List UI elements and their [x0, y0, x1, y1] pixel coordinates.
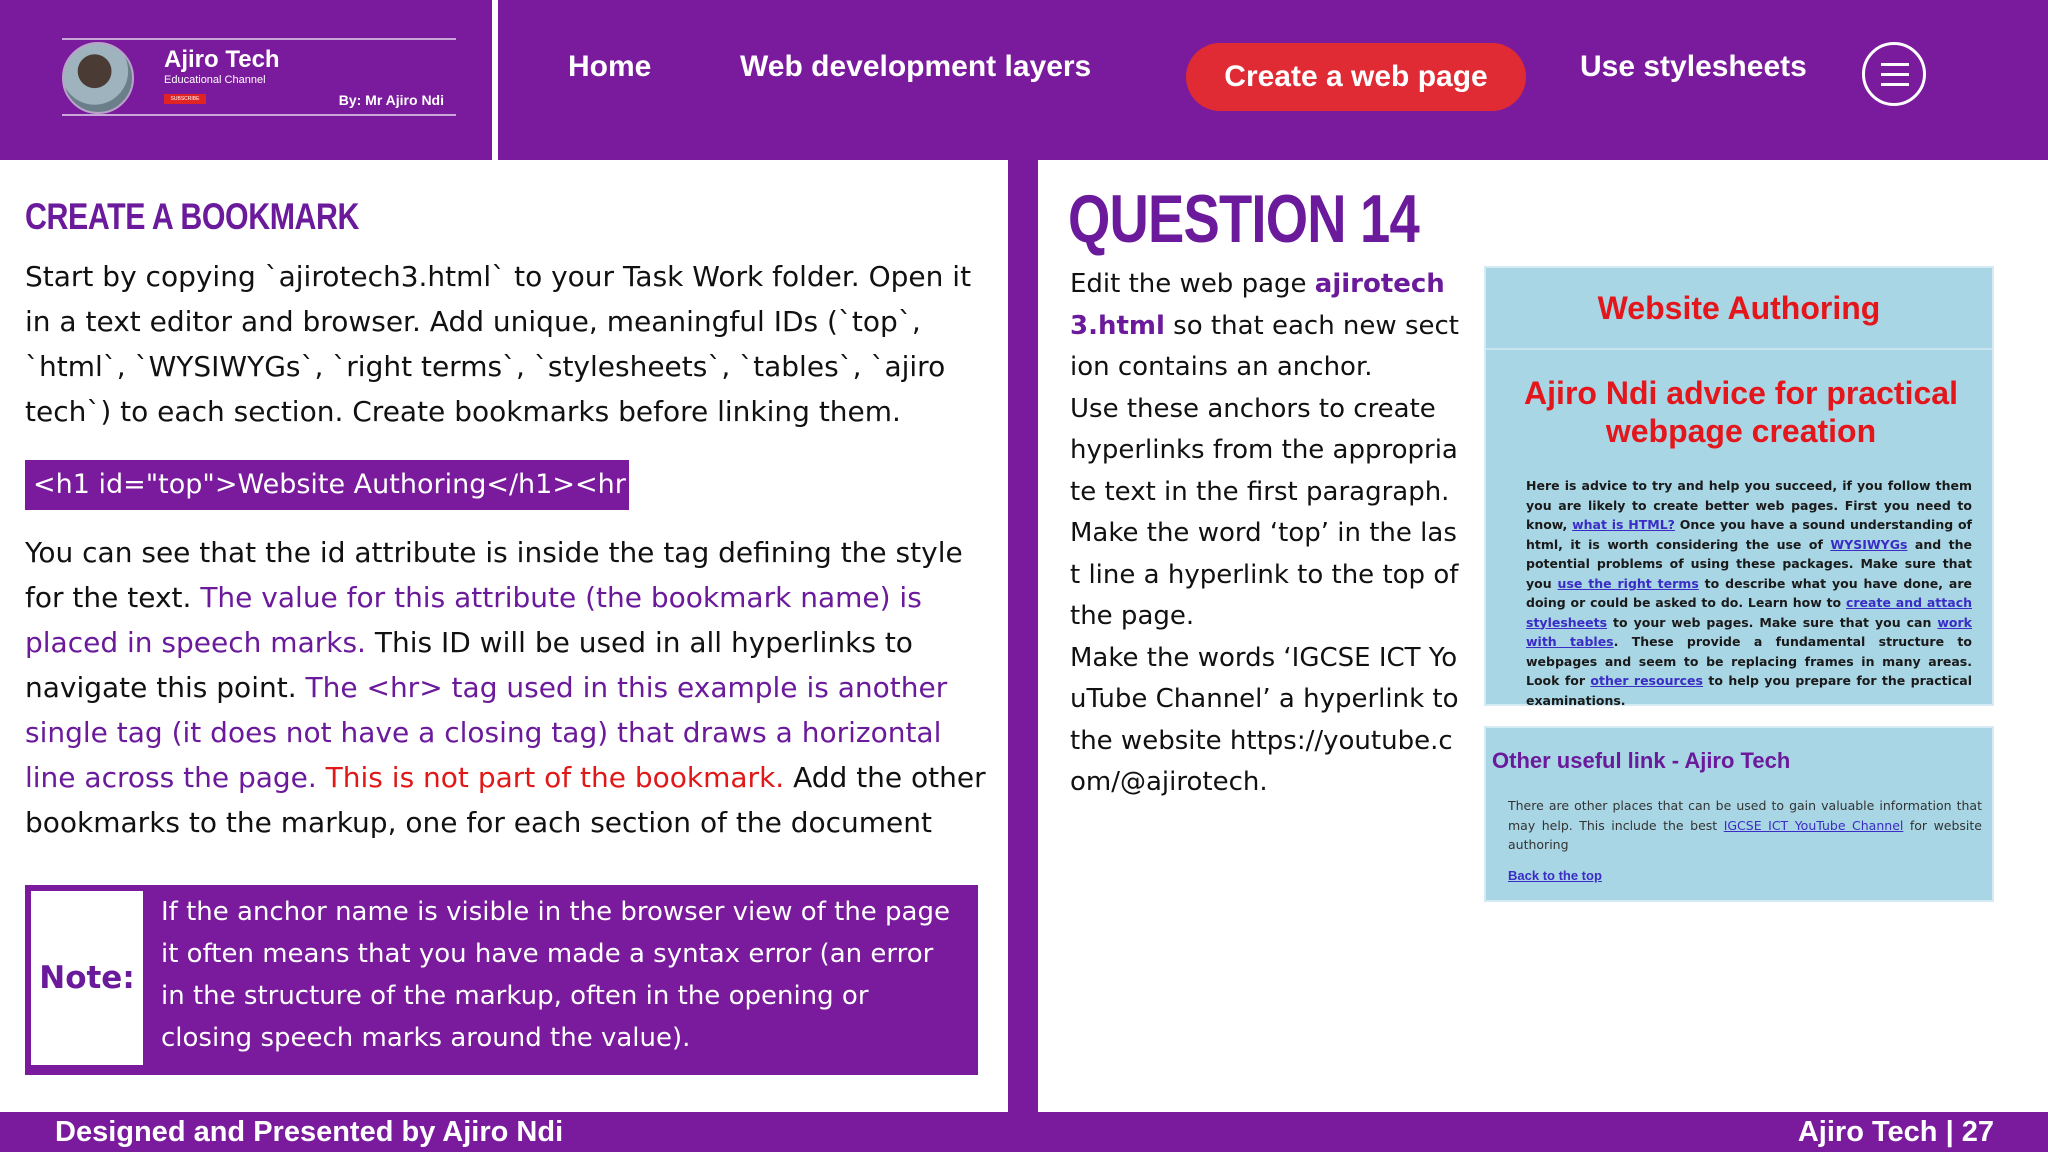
footer-page-number: Ajiro Tech | 27: [1797, 1116, 1994, 1148]
explanation-text-1: You can see that the id attribute is inside the tag defining the style for the text.: [25, 536, 963, 614]
explanation-paragraph: [25, 530, 995, 845]
footer-credit: Designed and Presented by Ajiro Ndi: [55, 1116, 564, 1148]
note-label: Note:: [31, 891, 143, 1065]
section-title: CREATE A BOOKMARK: [25, 196, 360, 237]
browser-preview-main: [1484, 266, 1994, 706]
brand-subtitle: Educational Channel: [164, 74, 266, 86]
preview-text: There are other places that can be used to gain valuable information that may help. This include the best: [1508, 798, 1982, 833]
header-divider: [492, 0, 498, 160]
preview-text: to help you prepare for the practical examinations.: [1526, 673, 1972, 708]
header: [0, 0, 2048, 160]
hamburger-menu-icon[interactable]: [1862, 42, 1926, 106]
preview-divider: [1486, 348, 1992, 350]
preview-heading: Ajiro Ndi advice for practical webpage creation: [1524, 375, 1958, 449]
subscribe-badge: SUBSCRIBE: [164, 94, 206, 104]
link-other-resources[interactable]: other resources: [1590, 673, 1703, 688]
nav-web-development-layers[interactable]: Web development layers: [740, 50, 1092, 83]
explanation-text-2: This ID will be used in all hyperlinks to navigate this point.: [25, 626, 913, 704]
explanation-highlight-2: The <hr> tag used in this example is another single tag (it does not have a closing tag) that draws a horizontal line across the page.: [25, 671, 948, 794]
link-tables[interactable]: work with tables: [1526, 614, 1972, 649]
preview-text: to describe what you have done, are doing or could be asked to do. Learn how to: [1526, 575, 1972, 610]
brand-author: By: Mr Ajiro Ndi: [338, 92, 444, 108]
note-text: If the anchor name is visible in the browser view of the page it often means that you have made a syntax error (an error in the structure of the markup, often in the opening or closing speech marks around the value).: [161, 897, 950, 1053]
question-line-4: Make the words ‘IGCSE ICT YouTube Channel’ a hyperlink to the website https://youtube.com/@ajirotech.: [1070, 642, 1459, 797]
preview-text: Once you have a sound understanding of html, it is worth considering the use of: [1526, 517, 1972, 552]
link-stylesheets[interactable]: create and attach stylesheets: [1526, 595, 1973, 630]
preview-links-title: Other useful link - Ajiro Tech: [1492, 748, 1791, 773]
logo-area: [0, 0, 492, 160]
right-panel: [1038, 160, 2048, 1112]
question-line-3: Use these anchors to create hyperlinks from the appropriate text in the first paragraph. Make the word ‘top’ in the last line a hyperlink to the top of the page.: [1070, 393, 1459, 631]
nav-create-web-page[interactable]: Create a web page: [1186, 43, 1526, 111]
preview-paragraph: [1526, 476, 1972, 710]
preview-text: . These provide a fundamental structure to webpages and seem to be replacing frames in many areas. Look for: [1526, 634, 1972, 688]
preview-title: Website Authoring: [1597, 290, 1881, 326]
nav-home[interactable]: Home: [568, 50, 652, 83]
preview-text: Here is advice to try and help you succeed, if you follow them you are likely to create better web pages. First you need to know,: [1526, 478, 1972, 532]
link-youtube-channel[interactable]: IGCSE ICT YouTube Channel: [1723, 817, 1904, 833]
explanation-warning: This is not part of the bookmark.: [325, 761, 785, 794]
preview-text: for website authoring: [1508, 817, 1982, 852]
preview-links-paragraph: [1508, 796, 1982, 855]
question-line-2: so that each new section contains an anchor.: [1070, 310, 1459, 382]
preview-text: to your web pages. Make sure that you can: [1607, 614, 1938, 630]
link-what-is-html[interactable]: what is HTML?: [1572, 517, 1675, 532]
explanation-highlight-1: The value for this attribute (the bookmark name) is placed in speech marks.: [25, 581, 922, 659]
link-wysiwygs[interactable]: WYSIWYGs: [1830, 536, 1908, 552]
preview-text: and the potential problems of using these packages. Make sure that you: [1526, 536, 1972, 591]
question-filename: ajirotech3.html: [1070, 269, 1445, 341]
question-title: QUESTION 14: [1068, 181, 1419, 257]
note-box: [25, 885, 978, 1075]
brand-name: Ajiro Tech: [164, 46, 280, 73]
code-example: <h1 id="top">Website Authoring</h1><hr: [25, 460, 629, 510]
question-line-1: Edit the web page: [1070, 269, 1315, 299]
question-text: [1070, 264, 1460, 804]
link-back-to-top[interactable]: Back to the top: [1508, 868, 1602, 883]
left-panel: [0, 160, 1008, 1112]
browser-preview-links: [1484, 726, 1994, 902]
nav-use-stylesheets[interactable]: Use stylesheets: [1580, 50, 1807, 83]
logo-card[interactable]: [62, 38, 456, 116]
intro-paragraph: Start by copying `ajirotech3.html` to your Task Work folder. Open it in a text editor and browser. Add unique, meaningful IDs (`top`, `html`, `WYSIWYGs`, `right terms`, `stylesheets`, `tables`, `ajiro tech`) to each section. Create bookmarks before linking them.: [25, 260, 972, 428]
footer: [0, 1112, 2048, 1152]
avatar: [62, 42, 134, 114]
link-right-terms[interactable]: use the right terms: [1557, 575, 1699, 591]
explanation-text-3: Add the other bookmarks to the markup, one for each section of the document: [25, 761, 986, 839]
